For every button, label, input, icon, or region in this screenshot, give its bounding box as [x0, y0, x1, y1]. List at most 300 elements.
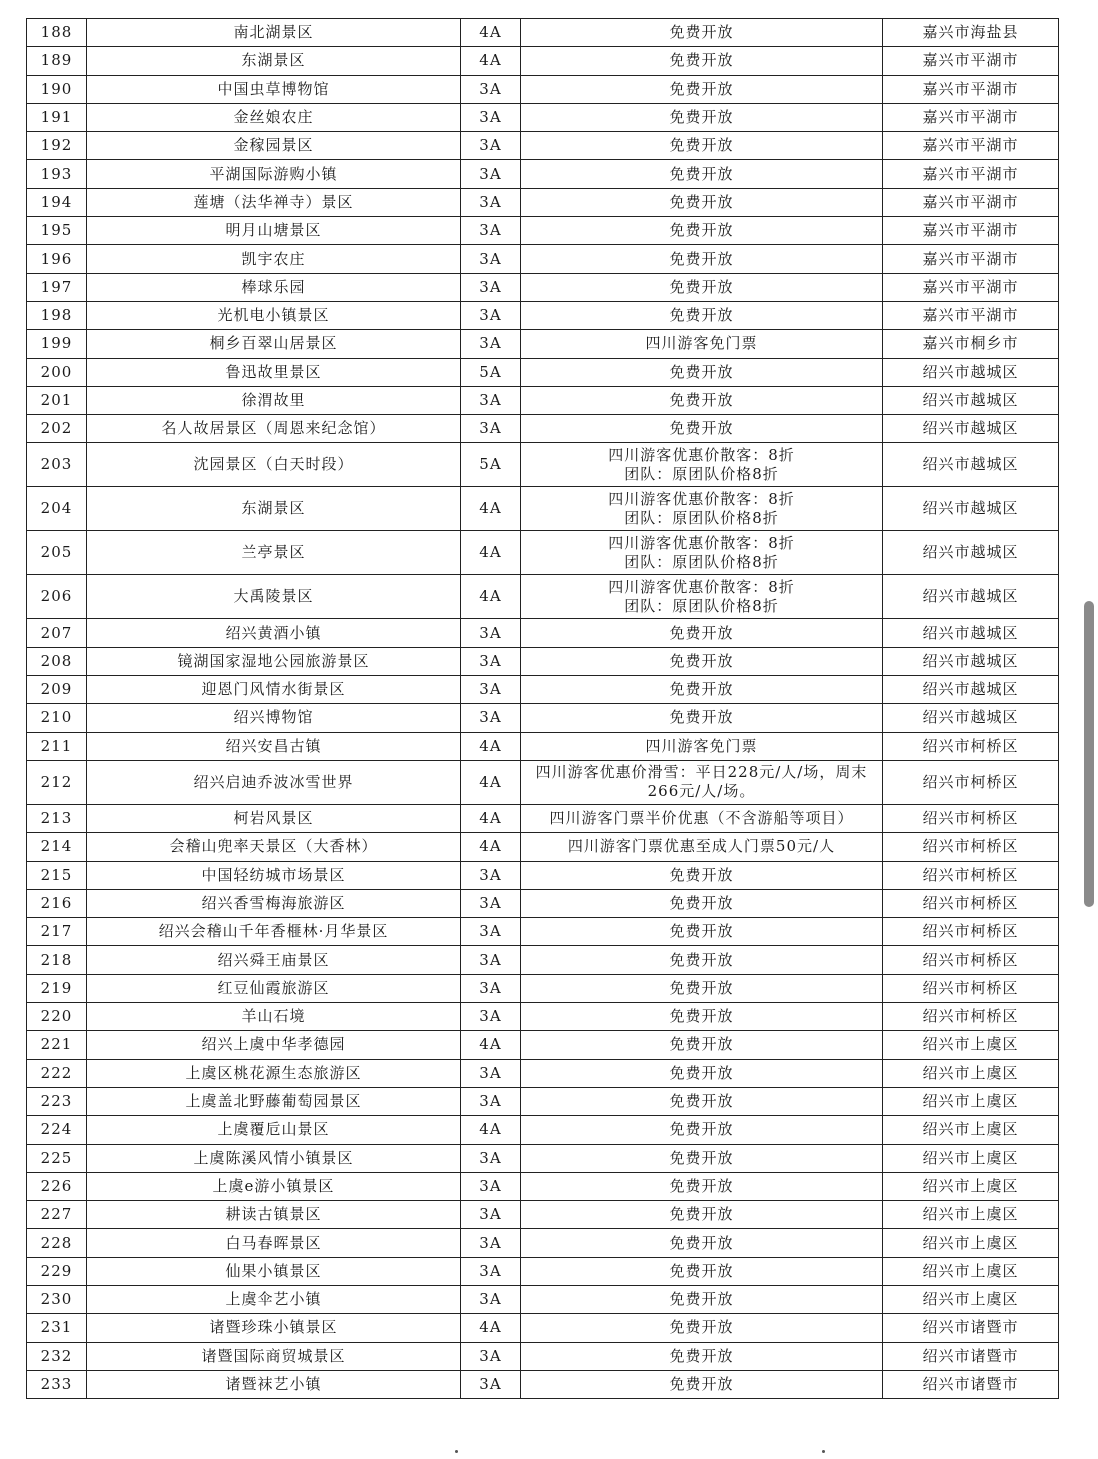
location: 绍兴市上虞区 — [883, 1172, 1059, 1200]
table-row — [27, 918, 1059, 946]
ticket-policy-line: 免费开放 — [669, 1346, 734, 1365]
row-number: 194 — [27, 188, 87, 216]
ticket-policy-line: 免费开放 — [669, 1233, 734, 1252]
scenic-spot-name: 绍兴上虞中华孝德园 — [87, 1031, 461, 1059]
location: 绍兴市柯桥区 — [883, 833, 1059, 861]
scenic-level: 3A — [461, 946, 521, 974]
ticket-policy-line: 团队：原团队价格8折 — [624, 596, 779, 615]
scenic-level: 3A — [461, 217, 521, 245]
scenic-spot-name: 棒球乐园 — [87, 273, 461, 301]
ticket-policy — [521, 732, 883, 760]
ticket-policy-line: 团队：原团队价格8折 — [624, 464, 779, 483]
scenic-spot-name: 莲塘（法华禅寺）景区 — [87, 188, 461, 216]
ticket-policy — [521, 487, 883, 531]
ticket-policy — [521, 1116, 883, 1144]
location: 嘉兴市平湖市 — [883, 245, 1059, 273]
row-number: 201 — [27, 386, 87, 414]
ticket-policy — [521, 647, 883, 675]
ticket-policy-line: 免费开放 — [669, 362, 734, 381]
scenic-level: 3A — [461, 704, 521, 732]
scenic-level: 3A — [461, 160, 521, 188]
scenic-spot-name: 绍兴安昌古镇 — [87, 732, 461, 760]
location: 嘉兴市平湖市 — [883, 47, 1059, 75]
scenic-level: 3A — [461, 1257, 521, 1285]
scenic-spot-name: 绍兴启迪乔波冰雪世界 — [87, 760, 461, 804]
scenic-spot-name: 金稼园景区 — [87, 132, 461, 160]
scenic-spot-name: 凯宇农庄 — [87, 245, 461, 273]
row-number: 215 — [27, 861, 87, 889]
ticket-policy-line: 免费开放 — [669, 1092, 734, 1111]
scenic-level: 3A — [461, 415, 521, 443]
scenic-level: 3A — [461, 301, 521, 329]
location: 嘉兴市平湖市 — [883, 301, 1059, 329]
ticket-policy — [521, 575, 883, 619]
ticket-policy — [521, 132, 883, 160]
location: 绍兴市上虞区 — [883, 1144, 1059, 1172]
row-number: 196 — [27, 245, 87, 273]
row-number: 212 — [27, 760, 87, 804]
ticket-policy-line: 免费开放 — [669, 391, 734, 409]
row-number: 220 — [27, 1003, 87, 1031]
scenic-level: 4A — [461, 47, 521, 75]
ticket-policy-line: 免费开放 — [669, 192, 734, 211]
location: 嘉兴市平湖市 — [883, 103, 1059, 131]
location: 绍兴市上虞区 — [883, 1087, 1059, 1115]
location: 绍兴市越城区 — [883, 704, 1059, 732]
table-row — [27, 1342, 1059, 1370]
document-page — [26, 18, 1058, 1399]
location: 绍兴市柯桥区 — [883, 974, 1059, 1002]
location: 嘉兴市平湖市 — [883, 217, 1059, 245]
table-row — [27, 804, 1059, 832]
ticket-policy-line: 免费开放 — [669, 865, 734, 884]
scenic-spot-name: 诸暨袜艺小镇 — [87, 1370, 461, 1398]
scenic-level: 4A — [461, 833, 521, 861]
row-number: 213 — [27, 804, 87, 832]
table-row — [27, 217, 1059, 245]
table-row — [27, 47, 1059, 75]
ticket-policy-line: 四川游客优惠价散客：8折 — [608, 533, 795, 552]
scenic-level: 3A — [461, 647, 521, 675]
scenic-spot-name: 绍兴博物馆 — [87, 704, 461, 732]
ticket-policy-line: 免费开放 — [669, 79, 734, 98]
scenic-spot-name: 中国虫草博物馆 — [87, 75, 461, 103]
ticket-policy-line: 免费开放 — [669, 419, 734, 438]
table-row — [27, 1201, 1059, 1229]
ticket-policy-line: 免费开放 — [669, 1035, 734, 1054]
table-row — [27, 75, 1059, 103]
scenic-spot-name: 沈园景区（白天时段） — [87, 443, 461, 487]
row-number: 193 — [27, 160, 87, 188]
ticket-policy — [521, 1003, 883, 1031]
row-number: 231 — [27, 1314, 87, 1342]
table-row — [27, 1116, 1059, 1144]
row-number: 223 — [27, 1087, 87, 1115]
ticket-policy — [521, 188, 883, 216]
ticket-policy — [521, 531, 883, 575]
scenic-level: 3A — [461, 273, 521, 301]
ticket-policy — [521, 386, 883, 414]
table-row — [27, 132, 1059, 160]
ticket-policy — [521, 833, 883, 861]
scenic-spot-name: 上虞伞艺小镇 — [87, 1285, 461, 1313]
scenic-spot-name: 白马春晖景区 — [87, 1229, 461, 1257]
ticket-policy-line: 免费开放 — [669, 249, 734, 268]
ticket-policy — [521, 47, 883, 75]
ticket-policy — [521, 1257, 883, 1285]
row-number: 197 — [27, 273, 87, 301]
ticket-policy — [521, 1229, 883, 1257]
ticket-policy-line: 免费开放 — [669, 1007, 734, 1026]
table-row — [27, 647, 1059, 675]
scenic-level: 3A — [461, 103, 521, 131]
row-number: 214 — [27, 833, 87, 861]
ticket-policy-line: 免费开放 — [669, 922, 734, 941]
table-row — [27, 1003, 1059, 1031]
row-number: 230 — [27, 1285, 87, 1313]
row-number: 203 — [27, 443, 87, 487]
table-row — [27, 676, 1059, 704]
location: 绍兴市诸暨市 — [883, 1370, 1059, 1398]
ticket-policy — [521, 1031, 883, 1059]
scenic-level: 3A — [461, 1059, 521, 1087]
table-row — [27, 1031, 1059, 1059]
ticket-policy-line: 四川游客门票优惠至成人门票50元/人 — [567, 837, 836, 856]
table-row — [27, 103, 1059, 131]
scenic-level: 3A — [461, 330, 521, 358]
scenic-spot-name: 光机电小镇景区 — [87, 301, 461, 329]
location: 绍兴市上虞区 — [883, 1031, 1059, 1059]
location: 绍兴市上虞区 — [883, 1285, 1059, 1313]
row-number: 217 — [27, 918, 87, 946]
location: 绍兴市越城区 — [883, 443, 1059, 487]
ticket-policy — [521, 1370, 883, 1398]
ticket-policy — [521, 415, 883, 443]
scenic-level: 4A — [461, 804, 521, 832]
scenic-level: 3A — [461, 386, 521, 414]
ticket-policy-line: 免费开放 — [669, 708, 734, 727]
ticket-policy-line: 免费开放 — [669, 623, 734, 642]
location: 绍兴市诸暨市 — [883, 1314, 1059, 1342]
scenic-level: 4A — [461, 531, 521, 575]
row-number: 218 — [27, 946, 87, 974]
ticket-policy-line: 免费开放 — [669, 23, 734, 42]
ticket-policy — [521, 330, 883, 358]
table-row — [27, 1314, 1059, 1342]
ticket-policy-line: 免费开放 — [669, 164, 734, 183]
scenic-level: 4A — [461, 1314, 521, 1342]
table-row — [27, 704, 1059, 732]
row-number: 206 — [27, 575, 87, 619]
location: 绍兴市越城区 — [883, 676, 1059, 704]
scenic-spot-name: 绍兴黄酒小镇 — [87, 619, 461, 647]
location: 绍兴市上虞区 — [883, 1116, 1059, 1144]
location: 绍兴市柯桥区 — [883, 732, 1059, 760]
ticket-policy — [521, 301, 883, 329]
ticket-policy — [521, 676, 883, 704]
ticket-policy — [521, 946, 883, 974]
table-row — [27, 273, 1059, 301]
scenic-spot-name: 耕读古镇景区 — [87, 1201, 461, 1229]
ticket-policy-line: 免费开放 — [669, 1120, 734, 1139]
scenic-level: 4A — [461, 487, 521, 531]
row-number: 211 — [27, 732, 87, 760]
ticket-policy — [521, 974, 883, 1002]
ticket-policy — [521, 1059, 883, 1087]
scenic-spot-name: 上虞e游小镇景区 — [87, 1172, 461, 1200]
table-body — [27, 19, 1059, 1399]
ticket-policy — [521, 804, 883, 832]
table-row — [27, 443, 1059, 487]
row-number: 190 — [27, 75, 87, 103]
row-number: 232 — [27, 1342, 87, 1370]
ticket-policy-line: 免费开放 — [669, 1063, 734, 1082]
ticket-policy — [521, 273, 883, 301]
scenic-spot-name: 东湖景区 — [87, 47, 461, 75]
scenic-spot-name: 徐渭故里 — [87, 386, 461, 414]
ticket-policy-line: 免费开放 — [669, 1375, 734, 1394]
scenic-level: 3A — [461, 974, 521, 1002]
location: 绍兴市上虞区 — [883, 1201, 1059, 1229]
scenic-level: 3A — [461, 1172, 521, 1200]
ticket-policy — [521, 1172, 883, 1200]
ticket-policy — [521, 103, 883, 131]
scenic-spot-name: 桐乡百翠山居景区 — [87, 330, 461, 358]
ticket-policy-line: 免费开放 — [669, 1318, 734, 1337]
location: 绍兴市上虞区 — [883, 1257, 1059, 1285]
table-row — [27, 415, 1059, 443]
scenic-level: 3A — [461, 1229, 521, 1257]
scenic-spot-name: 迎恩门风情水街景区 — [87, 676, 461, 704]
scenic-level: 4A — [461, 1116, 521, 1144]
scenic-spot-name: 平湖国际游购小镇 — [87, 160, 461, 188]
location: 绍兴市越城区 — [883, 386, 1059, 414]
row-number: 229 — [27, 1257, 87, 1285]
scenic-level: 5A — [461, 443, 521, 487]
location: 绍兴市上虞区 — [883, 1059, 1059, 1087]
scenic-spot-name: 中国轻纺城市场景区 — [87, 861, 461, 889]
table-row — [27, 531, 1059, 575]
location: 嘉兴市海盐县 — [883, 19, 1059, 47]
ticket-policy-line: 免费开放 — [669, 51, 734, 70]
ticket-policy-line: 免费开放 — [669, 277, 734, 296]
scenic-level: 3A — [461, 1144, 521, 1172]
row-number: 208 — [27, 647, 87, 675]
scenic-spot-name: 绍兴舜王庙景区 — [87, 946, 461, 974]
ticket-policy — [521, 1342, 883, 1370]
ticket-policy-line: 免费开放 — [669, 1148, 734, 1167]
scenic-level: 3A — [461, 1285, 521, 1313]
table-row — [27, 1285, 1059, 1313]
scenic-level: 4A — [461, 575, 521, 619]
scenic-spot-name: 羊山石境 — [87, 1003, 461, 1031]
scenic-level: 3A — [461, 1003, 521, 1031]
table-row — [27, 575, 1059, 619]
ticket-policy-line: 四川游客免门票 — [645, 334, 758, 353]
row-number: 228 — [27, 1229, 87, 1257]
scenic-level: 3A — [461, 1201, 521, 1229]
location: 嘉兴市桐乡市 — [883, 330, 1059, 358]
location: 嘉兴市平湖市 — [883, 132, 1059, 160]
scenic-spot-name: 鲁迅故里景区 — [87, 358, 461, 386]
ticket-policy-line: 四川游客优惠价滑雪：平日228元/人/场，周末 — [535, 763, 868, 782]
scenic-spot-name: 红豆仙霞旅游区 — [87, 974, 461, 1002]
location: 绍兴市越城区 — [883, 575, 1059, 619]
scenic-spot-name: 镜湖国家湿地公园旅游景区 — [87, 647, 461, 675]
row-number: 192 — [27, 132, 87, 160]
row-number: 226 — [27, 1172, 87, 1200]
ticket-policy — [521, 217, 883, 245]
ticket-policy-line: 免费开放 — [669, 950, 734, 969]
row-number: 188 — [27, 19, 87, 47]
row-number: 216 — [27, 889, 87, 917]
ticket-policy-line: 266元/人/场。 — [647, 782, 756, 801]
ticket-policy — [521, 889, 883, 917]
scenic-level: 3A — [461, 1370, 521, 1398]
row-number: 195 — [27, 217, 87, 245]
scenic-spot-name: 柯岩风景区 — [87, 804, 461, 832]
scenic-level: 3A — [461, 861, 521, 889]
ticket-policy-line: 免费开放 — [669, 680, 734, 699]
location: 嘉兴市平湖市 — [883, 75, 1059, 103]
ticket-policy-line: 免费开放 — [669, 221, 734, 240]
row-number: 204 — [27, 487, 87, 531]
scenic-level: 3A — [461, 918, 521, 946]
table-row — [27, 833, 1059, 861]
location: 绍兴市诸暨市 — [883, 1342, 1059, 1370]
scenic-spot-name: 绍兴会稽山千年香榧林·月华景区 — [87, 918, 461, 946]
scenic-spot-name: 上虞区桃花源生态旅游区 — [87, 1059, 461, 1087]
row-number: 209 — [27, 676, 87, 704]
scenic-spot-name: 上虞盖北野藤葡萄园景区 — [87, 1087, 461, 1115]
ticket-policy — [521, 245, 883, 273]
ticket-policy — [521, 861, 883, 889]
row-number: 189 — [27, 47, 87, 75]
scenic-spot-name: 明月山塘景区 — [87, 217, 461, 245]
table-row — [27, 245, 1059, 273]
location: 绍兴市越城区 — [883, 358, 1059, 386]
table-row — [27, 946, 1059, 974]
ticket-policy-line: 免费开放 — [669, 306, 734, 325]
table-row — [27, 619, 1059, 647]
scenic-level: 3A — [461, 619, 521, 647]
row-number: 219 — [27, 974, 87, 1002]
location: 绍兴市越城区 — [883, 619, 1059, 647]
row-number: 205 — [27, 531, 87, 575]
table-row — [27, 861, 1059, 889]
scrollbar-thumb[interactable] — [1084, 601, 1094, 907]
location: 绍兴市柯桥区 — [883, 918, 1059, 946]
ticket-policy — [521, 358, 883, 386]
row-number: 224 — [27, 1116, 87, 1144]
ticket-policy — [521, 19, 883, 47]
ticket-policy-line: 四川游客优惠价散客：8折 — [608, 489, 795, 508]
ticket-policy-line: 四川游客优惠价散客：8折 — [608, 445, 795, 464]
location: 绍兴市上虞区 — [883, 1229, 1059, 1257]
location: 绍兴市越城区 — [883, 415, 1059, 443]
row-number: 225 — [27, 1144, 87, 1172]
scenic-level: 3A — [461, 889, 521, 917]
ticket-policy-line: 免费开放 — [669, 108, 734, 127]
ticket-policy-line: 团队：原团队价格8折 — [624, 552, 779, 571]
table-row — [27, 1087, 1059, 1115]
scenic-spot-name: 大禹陵景区 — [87, 575, 461, 619]
ticket-policy-line: 免费开放 — [669, 1261, 734, 1280]
table-row — [27, 1257, 1059, 1285]
row-number: 200 — [27, 358, 87, 386]
table-row — [27, 760, 1059, 804]
row-number: 227 — [27, 1201, 87, 1229]
ticket-policy — [521, 1285, 883, 1313]
row-number: 210 — [27, 704, 87, 732]
ticket-policy-line: 四川游客免门票 — [645, 736, 758, 755]
ticket-policy-line: 免费开放 — [669, 1205, 734, 1224]
scenic-level: 3A — [461, 676, 521, 704]
scenic-spot-name: 仙果小镇景区 — [87, 1257, 461, 1285]
ticket-policy-line: 团队：原团队价格8折 — [624, 508, 779, 527]
ticket-policy — [521, 918, 883, 946]
row-number: 199 — [27, 330, 87, 358]
scenic-spot-name: 上虞陈溪风情小镇景区 — [87, 1144, 461, 1172]
scan-mark — [455, 1450, 458, 1453]
table-row — [27, 1229, 1059, 1257]
ticket-policy — [521, 760, 883, 804]
ticket-policy — [521, 75, 883, 103]
ticket-policy-line: 免费开放 — [669, 978, 734, 997]
ticket-policy-line: 四川游客优惠价散客：8折 — [608, 577, 795, 596]
location: 绍兴市柯桥区 — [883, 760, 1059, 804]
scenic-level: 3A — [461, 132, 521, 160]
table-row — [27, 1144, 1059, 1172]
scenic-spot-table — [26, 18, 1059, 1399]
ticket-policy — [521, 1314, 883, 1342]
row-number: 207 — [27, 619, 87, 647]
location: 嘉兴市平湖市 — [883, 273, 1059, 301]
location: 绍兴市越城区 — [883, 531, 1059, 575]
location: 绍兴市柯桥区 — [883, 804, 1059, 832]
scenic-level: 4A — [461, 19, 521, 47]
scenic-level: 4A — [461, 732, 521, 760]
location: 绍兴市柯桥区 — [883, 861, 1059, 889]
scenic-level: 3A — [461, 1342, 521, 1370]
ticket-policy — [521, 160, 883, 188]
table-row — [27, 160, 1059, 188]
ticket-policy — [521, 1144, 883, 1172]
row-number: 191 — [27, 103, 87, 131]
scenic-spot-name: 诸暨国际商贸城景区 — [87, 1342, 461, 1370]
table-row — [27, 487, 1059, 531]
scenic-spot-name: 上虞覆卮山景区 — [87, 1116, 461, 1144]
table-row — [27, 330, 1059, 358]
ticket-policy-line: 免费开放 — [669, 1290, 734, 1309]
table-row — [27, 386, 1059, 414]
ticket-policy-line: 免费开放 — [669, 136, 734, 155]
scenic-spot-name: 东湖景区 — [87, 487, 461, 531]
table-row — [27, 358, 1059, 386]
scenic-spot-name: 绍兴香雪梅海旅游区 — [87, 889, 461, 917]
ticket-policy — [521, 443, 883, 487]
scenic-level: 4A — [461, 1031, 521, 1059]
scenic-spot-name: 兰亭景区 — [87, 531, 461, 575]
ticket-policy — [521, 1201, 883, 1229]
ticket-policy-line: 四川游客门票半价优惠（不含游船等项目） — [549, 809, 854, 828]
scenic-level: 3A — [461, 75, 521, 103]
table-row — [27, 301, 1059, 329]
location: 嘉兴市平湖市 — [883, 188, 1059, 216]
table-row — [27, 188, 1059, 216]
ticket-policy-line: 免费开放 — [669, 651, 734, 670]
scenic-level: 3A — [461, 245, 521, 273]
